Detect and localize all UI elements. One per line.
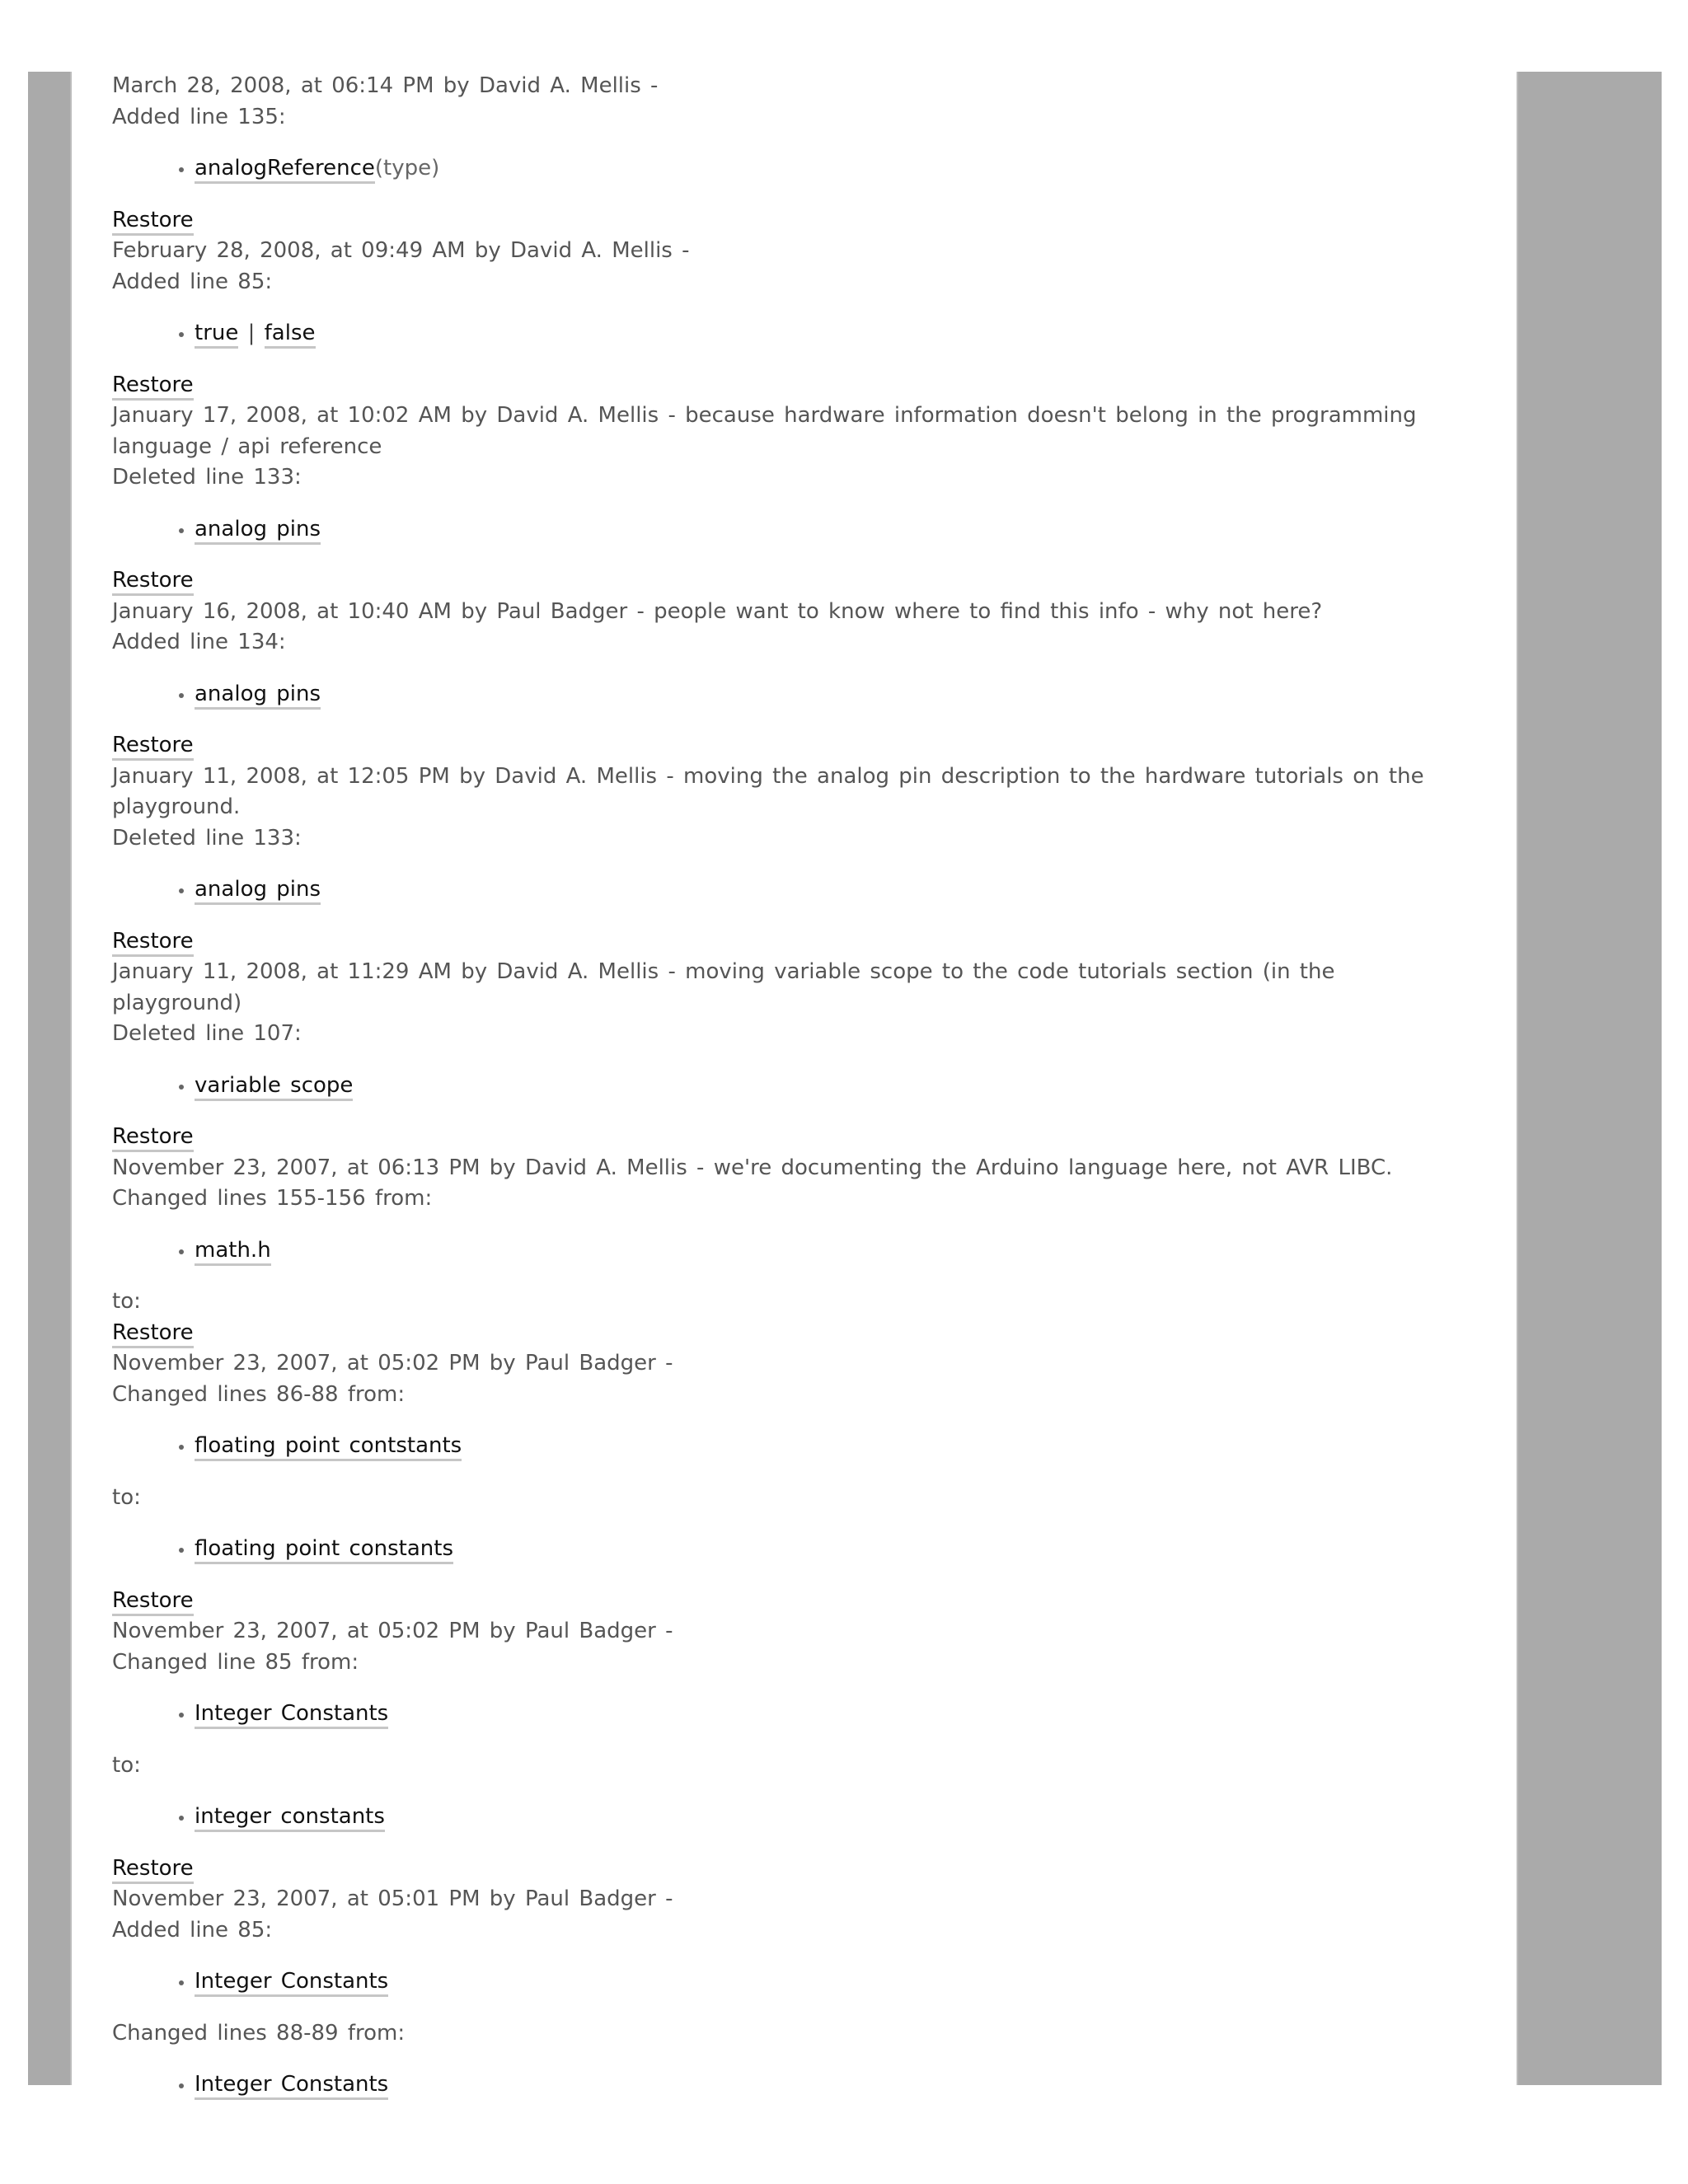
change-description: Changed lines 88-89 from:: [112, 2020, 406, 2046]
entry-meta: November 23, 2007, at 05:01 PM by Paul Badger -: [112, 1886, 673, 1911]
entry-meta: January 17, 2008, at 10:02 AM by David A. Mellis - because hardware information doesn't belong in the programming language / api reference: [112, 403, 1417, 459]
entry-meta: January 11, 2008, at 12:05 PM by David A. Mellis - moving the analog pin description to the hardware tutorials on the playground.: [112, 763, 1424, 819]
diff-link[interactable]: Integer Constants: [195, 2072, 388, 2100]
change-description: Deleted line 133:: [112, 825, 302, 851]
history-entry: [112, 71, 1447, 236]
change-description: Added line 134:: [112, 630, 286, 654]
change-description: Changed lines 155-156 from:: [112, 1186, 433, 1211]
history-entry: [112, 1884, 1447, 2101]
diff-list: [112, 318, 1447, 349]
list-item: [195, 1071, 1447, 1102]
restore-link[interactable]: Restore: [112, 1856, 194, 1884]
restore-link[interactable]: Restore: [112, 208, 194, 236]
entry-meta: November 23, 2007, at 06:13 PM by David A. Mellis - we're documenting the Arduino language here, not AVR LIBC.: [112, 1155, 1393, 1180]
restore-link[interactable]: Restore: [112, 929, 194, 957]
diff-list-to: [112, 1802, 1447, 1833]
list-item: [195, 1431, 1447, 1462]
restore-link[interactable]: Restore: [112, 1588, 194, 1616]
diff-link-true[interactable]: true: [195, 321, 238, 349]
to-label: to:: [112, 1289, 141, 1314]
history-entry: [112, 1153, 1447, 1349]
restore-link[interactable]: Restore: [112, 1124, 194, 1152]
diff-link[interactable]: integer constants: [195, 1804, 385, 1832]
restore-link[interactable]: Restore: [112, 373, 194, 401]
change-description: Added line 85:: [112, 269, 273, 294]
list-item: [195, 2069, 1447, 2101]
diff-list: [112, 1071, 1447, 1102]
list-item: [195, 318, 1447, 349]
change-description: Changed lines 86-88 from:: [112, 1381, 406, 1407]
change-description: Added line 85:: [112, 1917, 273, 1943]
entry-meta: November 23, 2007, at 05:02 PM by Paul Badger -: [112, 1619, 673, 1643]
diff-list: [112, 679, 1447, 710]
diff-link[interactable]: variable scope: [195, 1073, 353, 1101]
diff-link[interactable]: math.h: [195, 1238, 271, 1266]
diff-list-to: [112, 1534, 1447, 1565]
diff-list: [112, 1431, 1447, 1462]
list-item: [195, 1802, 1447, 1833]
diff-list: [112, 1699, 1447, 1730]
diff-list: [112, 153, 1447, 185]
link-suffix: (type): [374, 156, 440, 180]
change-description: Deleted line 133:: [112, 465, 302, 490]
list-item: [195, 874, 1447, 906]
restore-link[interactable]: Restore: [112, 733, 194, 761]
entry-meta: January 11, 2008, at 11:29 AM by David A. Mellis - moving variable scope to the code tutorials section (in the playground): [112, 959, 1335, 1015]
list-item: [195, 679, 1447, 710]
list-item: [195, 514, 1447, 546]
diff-link[interactable]: analog pins: [195, 517, 321, 545]
diff-link[interactable]: analog pins: [195, 877, 321, 905]
page-history-content: [112, 71, 1447, 2121]
diff-list: [112, 514, 1447, 546]
right-margin-bar: [1517, 72, 1662, 2085]
history-entry: [112, 236, 1447, 401]
list-item: [195, 1966, 1447, 1998]
diff-list: [112, 1966, 1447, 1998]
diff-list: [112, 874, 1447, 906]
diff-list: [112, 2069, 1447, 2101]
change-description: Deleted line 107:: [112, 1021, 302, 1046]
restore-link[interactable]: Restore: [112, 568, 194, 596]
diff-link[interactable]: Integer Constants: [195, 1969, 388, 1997]
history-entry: [112, 1348, 1447, 1616]
list-item: [195, 153, 1447, 185]
change-description: Added line 135:: [112, 104, 286, 129]
diff-link[interactable]: floating point contstants: [195, 1433, 462, 1461]
history-entry: [112, 401, 1447, 597]
diff-link-false[interactable]: false: [265, 321, 316, 349]
left-margin-bar: [28, 72, 72, 2085]
restore-link[interactable]: Restore: [112, 1320, 194, 1348]
entry-meta: November 23, 2007, at 05:02 PM by Paul Badger -: [112, 1351, 673, 1376]
history-entry: [112, 957, 1447, 1153]
diff-link[interactable]: Integer Constants: [195, 1701, 388, 1729]
diff-link[interactable]: analogReference: [195, 156, 375, 184]
entry-meta: January 16, 2008, at 10:40 AM by Paul Badger - people want to know where to find this info - why not here?: [112, 598, 1323, 624]
diff-link[interactable]: analog pins: [195, 682, 321, 710]
entry-meta: February 28, 2008, at 09:49 AM by David A. Mellis -: [112, 238, 690, 263]
change-description: Changed line 85 from:: [112, 1649, 359, 1675]
history-entry: [112, 597, 1447, 762]
entry-meta: March 28, 2008, at 06:14 PM by David A. Mellis -: [112, 73, 659, 98]
link-separator: |: [238, 321, 265, 345]
list-item: [195, 1534, 1447, 1565]
list-item: [195, 1699, 1447, 1730]
diff-link[interactable]: floating point constants: [195, 1536, 453, 1564]
list-item: [195, 1235, 1447, 1267]
to-label: to:: [112, 1752, 141, 1778]
to-label: to:: [112, 1484, 141, 1510]
diff-list: [112, 1235, 1447, 1267]
history-entry: [112, 1616, 1447, 1884]
history-entry: [112, 762, 1447, 958]
